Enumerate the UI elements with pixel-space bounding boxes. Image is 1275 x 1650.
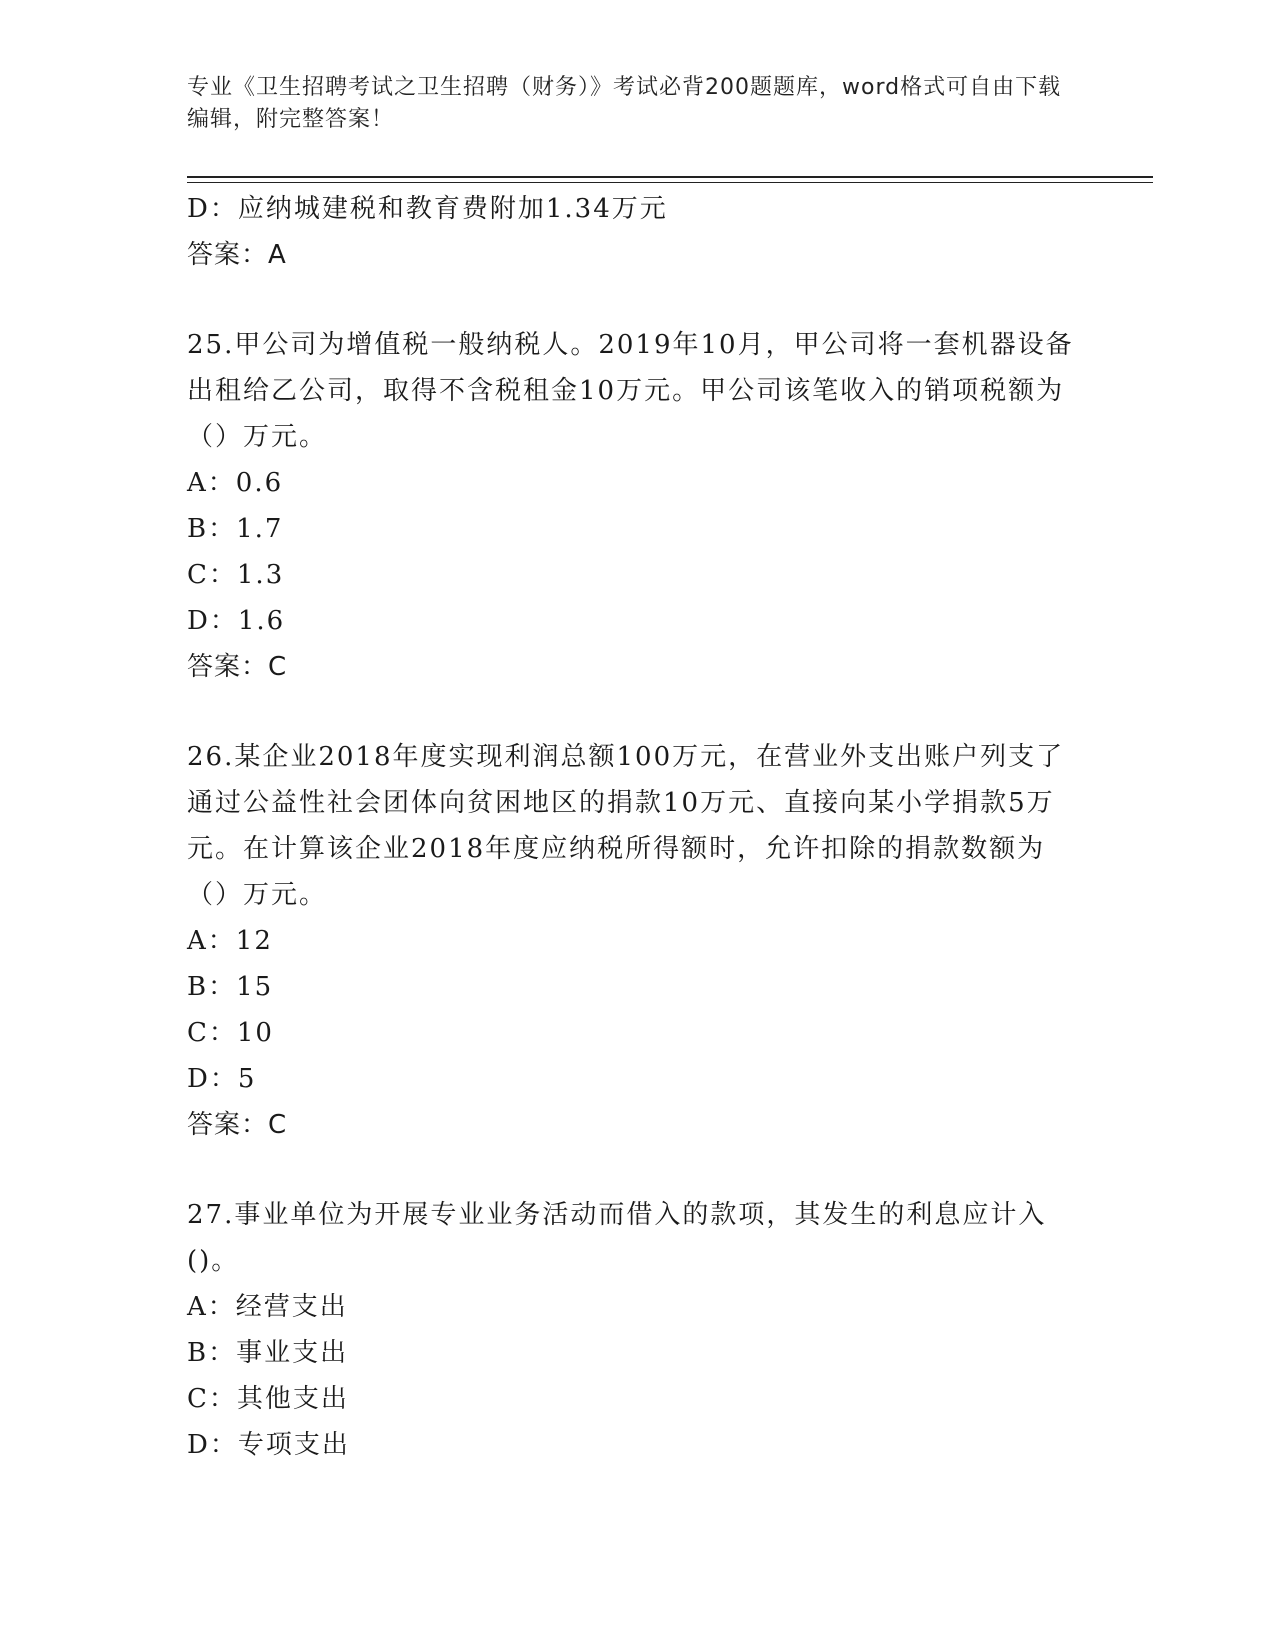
option-a: A：0.6 <box>187 468 284 498</box>
option-b: B：事业支出 <box>187 1338 349 1368</box>
question-answer: 答案：C <box>187 652 288 682</box>
header-divider-thin <box>187 182 1153 183</box>
question-stem: 26.某企业2018年度实现利润总额100万元，在营业外支出账户列支了通过公益性社会团体向贫困地区的捐款10万元、直接向某小学捐款5万元。在计算该企业2018年度应纳税所得额时，允许扣除的捐款数额为（）万元。 <box>187 742 1065 910</box>
spacer <box>187 278 1077 322</box>
prev-option-d: D：应纳城建税和教育费附加1.34万元 <box>187 194 668 224</box>
question-26 <box>187 734 1077 1148</box>
option-a: A：经营支出 <box>187 1292 348 1322</box>
spacer <box>187 690 1077 734</box>
option-d: D：5 <box>187 1064 257 1094</box>
question-content <box>187 186 1077 1468</box>
question-answer: 答案：C <box>187 1110 288 1140</box>
header-divider-thick <box>187 176 1153 178</box>
question-25 <box>187 322 1077 690</box>
option-d: D：1.6 <box>187 606 286 636</box>
option-a: A：12 <box>187 926 273 956</box>
question-27 <box>187 1192 1077 1468</box>
option-c: C：1.3 <box>187 560 285 590</box>
prev-answer: 答案：A <box>187 240 287 270</box>
option-c: C：其他支出 <box>187 1384 349 1414</box>
option-b: B：1.7 <box>187 514 284 544</box>
option-d: D：专项支出 <box>187 1430 350 1460</box>
question-stem: 27.事业单位为开展专业业务活动而借入的款项，其发生的利息应计入()。 <box>187 1200 1047 1276</box>
option-c: C：10 <box>187 1018 274 1048</box>
option-b: B：15 <box>187 972 274 1002</box>
document-header: 专业《卫生招聘考试之卫生招聘（财务）》考试必背200题题库，word格式可自由下载编辑，附完整答案！ <box>187 75 1062 132</box>
spacer <box>187 1148 1077 1192</box>
question-stem: 25.甲公司为增值税一般纳税人。2019年10月，甲公司将一套机器设备出租给乙公司，取得不含税租金10万元。甲公司该笔收入的销项税额为（）万元。 <box>187 330 1074 452</box>
